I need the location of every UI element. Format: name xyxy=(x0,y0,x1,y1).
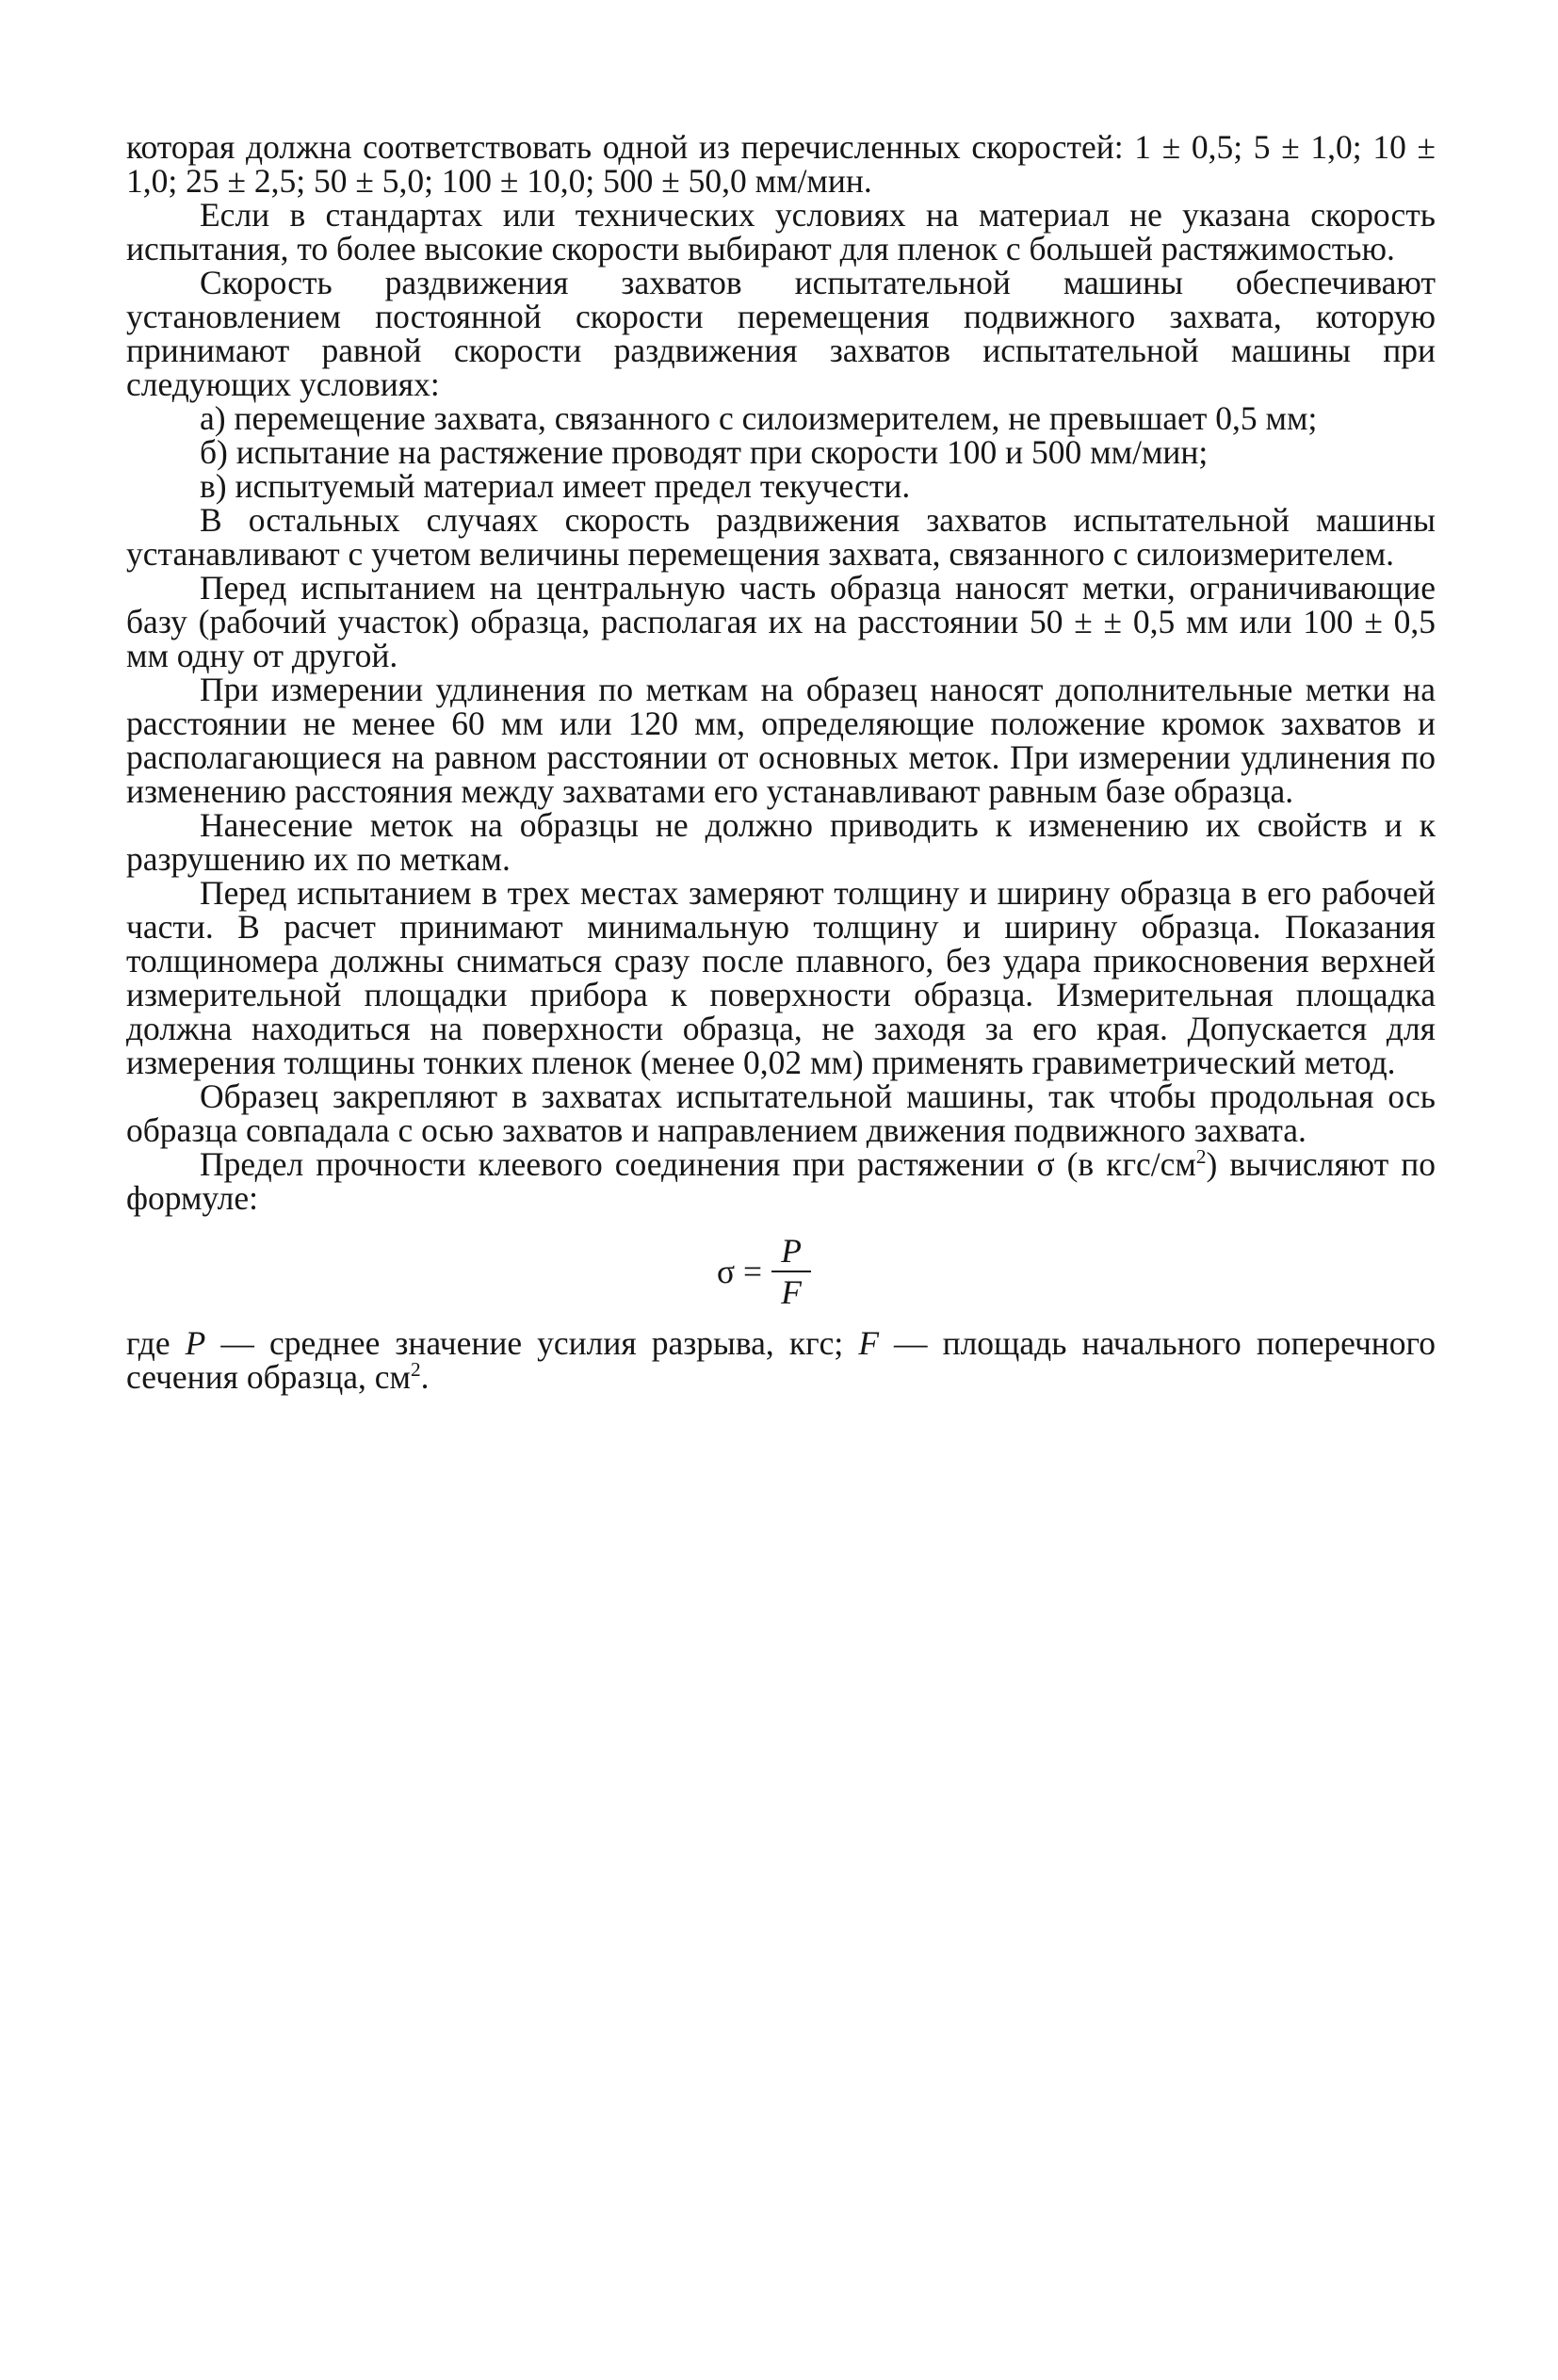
formula-fraction xyxy=(771,1231,811,1312)
paragraph-clamping: Образец закрепляют в захватах испытательной машины, так чтобы продольная ось образца совпадала с осью захватов и направлением движения подвижного захвата. xyxy=(126,1077,1436,1149)
where-end: . xyxy=(420,1358,430,1396)
formula-denominator: F xyxy=(781,1273,802,1311)
where-f-symbol: F xyxy=(858,1324,879,1362)
strength-formula xyxy=(717,1217,1436,1326)
where-f-text: — площадь начального поперечного сечения образца, см xyxy=(126,1324,1436,1396)
document-page xyxy=(126,130,1436,1394)
paragraph-where xyxy=(126,1326,1436,1394)
paragraph-test-speed: Если в стандартах или технических условиях на материал не указана скорость испытания, то более высокие скорости выбирают для пленок с большей растяжимостью. xyxy=(126,196,1436,267)
strength-intro-after: ) вычисляют по формуле: xyxy=(126,1145,1436,1217)
list-item-a: а) перемещение захвата, связанного с силоизмерителем, не превышает 0,5 мм; xyxy=(200,399,1318,437)
where-p-text: — среднее значение усилия разрыва, кгс; xyxy=(205,1324,859,1362)
paragraph-other-cases: В остальных случаях скорость раздвижения захватов испытательной машины устанавливают с учетом величины перемещения захвата, связанного с силоизмерителем. xyxy=(126,501,1436,573)
list-item-b: б) испытание на растяжение проводят при скорости 100 и 500 мм/мин; xyxy=(200,433,1209,471)
paragraph-grip-speed: Скорость раздвижения захватов испытательной машины обеспечивают установлением постоянной скорости перемещения подвижного захвата, которую принимают равной скорости раздвижения захватов испытательной машины при следующих условиях: xyxy=(126,264,1436,403)
paragraph-marks-damage: Нанесение меток на образцы не должно приводить к изменению их свойств и к разрушению их по меткам. xyxy=(126,806,1436,878)
where-lead: где xyxy=(126,1324,186,1362)
paragraph-marks: Перед испытанием на центральную часть образца наносят метки, ограничивающие базу (рабочий участок) образца, располагая их на расстоянии 50 ± ± 0,5 мм или 100 ± 0,5 мм одну от другой. xyxy=(126,569,1436,674)
paragraph-strength-intro xyxy=(126,1147,1436,1215)
paragraph-thickness: Перед испытанием в трех местах замеряют толщину и ширину образца в его рабочей части. В расчет принимают минимальную толщину и ширину образца. Показания толщиномера должны сниматься сразу после плавного, без удара прикосновения верхней измерительной площадки прибора к поверхности образца. Измерительная площадка должна находиться на поверхности образца, не заходя за его края. Допускается для измерения толщины тонких пленок (менее 0,02 мм) применять гравиметрический метод. xyxy=(126,874,1436,1081)
paragraph-elongation: При измерении удлинения по меткам на образец наносят дополнительные метки на расстоянии не менее 60 мм или 120 мм, определяющие положение кромок захватов и располагающиеся на равном расстоянии от основных меток. При измерении удлинения по изменению расстояния между захватами его устанавливают равным базе образца. xyxy=(126,671,1436,810)
list-item-c: в) испытуемый материал имеет предел текучести. xyxy=(200,467,911,505)
formula-lhs: σ = xyxy=(717,1253,763,1290)
formula-numerator: P xyxy=(781,1232,802,1270)
where-sup: 2 xyxy=(410,1358,421,1382)
paragraph-speeds: которая должна соответствовать одной из перечисленных скоростей: 1 ± 0,5; 5 ± 1,0; 10 ± 1,0; 25 ± 2,5; 50 ± 5,0; 100 ± 10,0; 500 ± 50,0 мм/мин. xyxy=(126,128,1436,200)
strength-intro-sup: 2 xyxy=(1195,1145,1207,1169)
strength-intro-before: Предел прочности клеевого соединения при растяжении σ (в кгс/см xyxy=(200,1145,1196,1183)
where-p-symbol: P xyxy=(185,1324,206,1362)
